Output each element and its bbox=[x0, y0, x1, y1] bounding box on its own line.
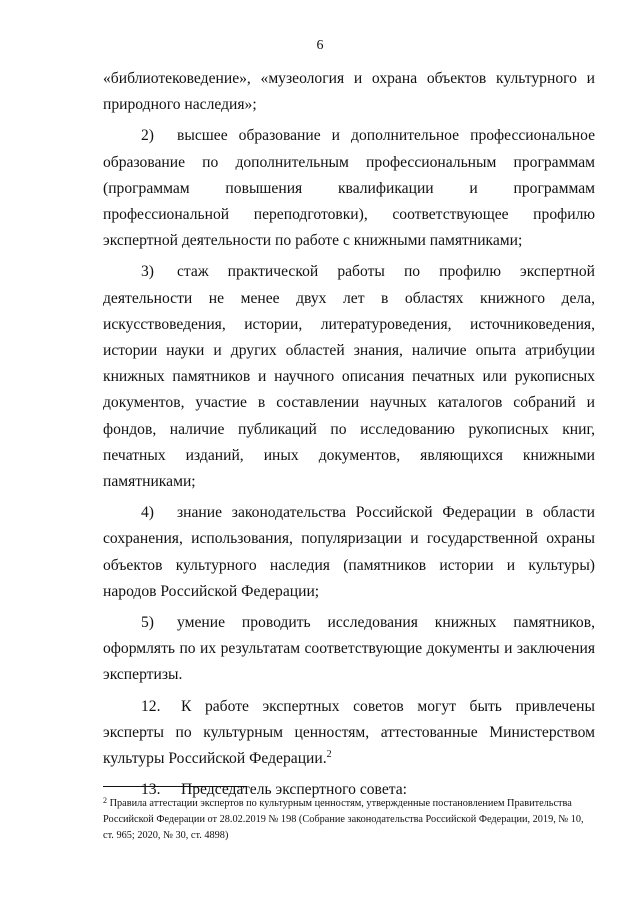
list-number: 5) bbox=[141, 614, 154, 632]
document-body bbox=[103, 66, 595, 803]
clause-number: 12. bbox=[141, 697, 161, 715]
list-item-text: высшее образование и дополнительное профессиональное образование по дополнительным профессиональным программам (программам повышения квалификации и программам профессиональной переподготовки), соответствующее профилю экспертной деятельности по работе с книжными памятниками; bbox=[103, 127, 595, 250]
list-item-3 bbox=[103, 259, 595, 495]
clause-text: К работе экспертных советов могут быть привлечены эксперты по культурным ценностям, аттестованные Министерством культуры Российской Федерации. bbox=[103, 697, 595, 768]
footnote-text: Правила аттестации экспертов по культурным ценностям, утвержденные постановлением Правительства Российской Федерации от 28.02.2019 № 198 (Собрание законодательства Российской Федерации, 2019, № 10, ст. 965; 2020, № 30, ст. 4898) bbox=[103, 798, 584, 841]
list-item-4 bbox=[103, 500, 595, 605]
paragraph-text: «библиотековедение», «музеология и охрана объектов культурного и природного наследия»; bbox=[103, 70, 595, 114]
clause-12 bbox=[103, 694, 595, 773]
list-number: 3) bbox=[141, 263, 154, 281]
page-number: 6 bbox=[316, 38, 324, 53]
footnote-separator bbox=[103, 786, 247, 787]
footnote-marker: 2 bbox=[103, 796, 107, 805]
list-item-text: умение проводить исследования книжных памятников, оформлять по их результатам соответствующие документы и заключения экспертизы. bbox=[103, 614, 595, 684]
footnote-reference[interactable]: 2 bbox=[326, 749, 332, 761]
clause-number: 13. bbox=[141, 781, 161, 799]
list-item-text: знание законодательства Российской Федерации в области сохранения, использования, популяризации и государственной охраны объектов культурного наследия (памятников истории и культуры) народов Российской Федерации; bbox=[103, 504, 595, 600]
list-number: 4) bbox=[141, 504, 154, 522]
list-number: 2) bbox=[141, 127, 154, 145]
list-item-5 bbox=[103, 610, 595, 689]
list-item-2 bbox=[103, 123, 595, 254]
clause-text: Председатель экспертного совета: bbox=[181, 781, 408, 799]
footnote bbox=[103, 796, 597, 843]
paragraph-continuation bbox=[103, 66, 595, 118]
list-item-text: стаж практической работы по профилю экспертной деятельности не менее двух лет в областях книжного дела, искусствоведения, истории, литературоведения, источниковедения, истории науки и других областей знания, наличие опыта атрибуции книжных памятников и научного описания печатных или рукописных документов, участие в составлении научных каталогов собраний и фондов, наличие публикаций по исследованию рукописных книг, печатных изданий, иных документов, являющихся книжными памятниками; bbox=[103, 263, 595, 491]
